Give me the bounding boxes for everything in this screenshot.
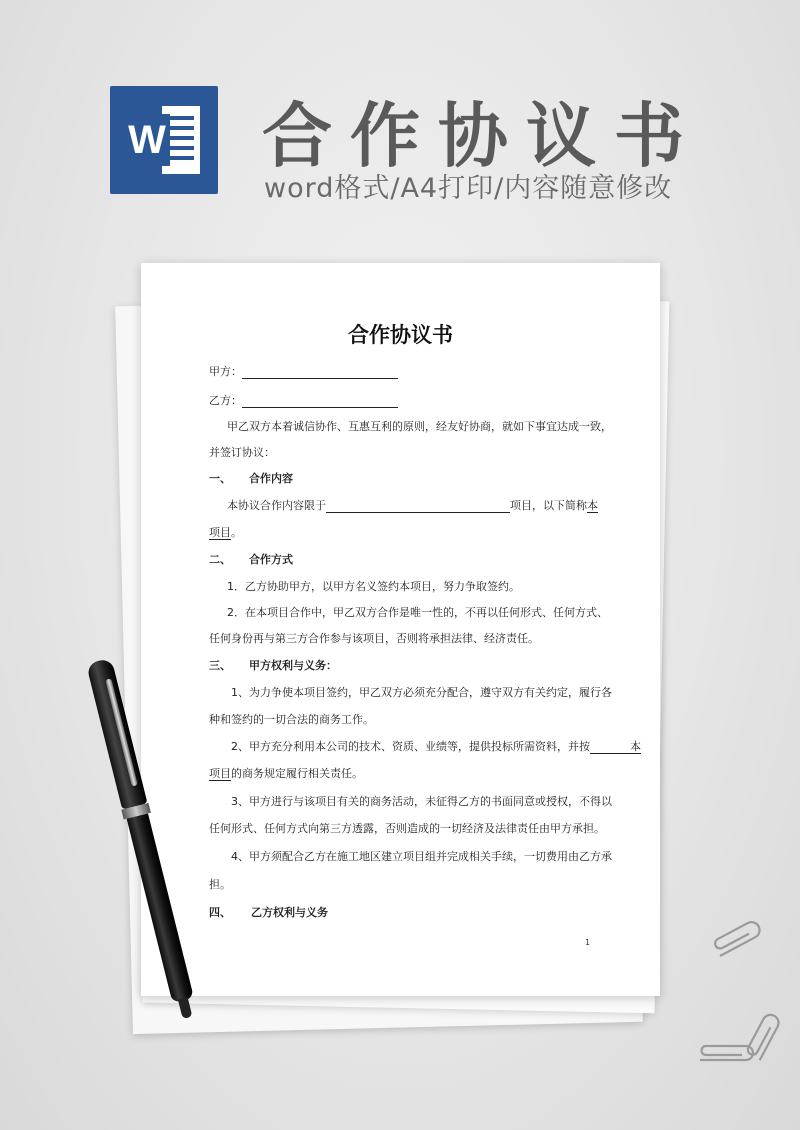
- document-page: [141, 263, 660, 996]
- party-b-blank[interactable]: [242, 397, 398, 408]
- section-3-item-4-line-1: 4、甲方须配合乙方在施工地区建立项目组并完成相关手续，一切费用由乙方承: [231, 850, 612, 863]
- section-3-item-2-project: 项目: [209, 767, 231, 780]
- pen-tip: [178, 997, 193, 1019]
- section-3-item-3-line-1: 3、甲方进行与该项目有关的商务活动，未征得乙方的书面同意或授权，不得以: [231, 795, 612, 808]
- party-a-blank[interactable]: [242, 368, 398, 379]
- section-3-item-3-line-2: 任何形式、任何方式向第三方透露，否则造成的一切经济及法律责任由甲方承担。: [209, 822, 605, 835]
- section-1-paragraph: [227, 499, 598, 513]
- section-1-text-end: 本: [587, 499, 598, 512]
- document-title: 合作协议书: [348, 323, 453, 347]
- section-3-heading: [209, 659, 337, 673]
- section-2-item-1: 1．乙方协助甲方，以甲方名义签约本项目，努力争取签约。: [227, 580, 520, 593]
- section-2-number: 二、: [209, 553, 231, 566]
- party-b-row: [209, 394, 398, 408]
- section-3-item-4-line-2: 担。: [209, 878, 231, 891]
- section-3-title: 甲方权利与义务：: [249, 659, 337, 672]
- section-4-title: 乙方权利与义务: [251, 906, 328, 919]
- section-3-item-2-text: 2、甲方充分利用本公司的技术、资质、业绩等，提供投标所需资料，并按: [231, 740, 590, 753]
- section-3-item-1-line-1: 1、为力争使本项目签约，甲乙双方必须充分配合，遵守双方有关约定，履行各: [231, 686, 612, 699]
- section-3-item-2-line-2: [209, 767, 363, 781]
- section-3-number: 三、: [209, 659, 231, 672]
- section-3-item-2-blank[interactable]: [590, 743, 630, 754]
- section-3-item-1-line-2: 种和签约的一切合法的商务工作。: [209, 713, 374, 726]
- section-3-item-2-rest: 的商务规定履行相关责任。: [231, 767, 363, 780]
- section-3-item-2-line-1: [231, 740, 641, 754]
- section-4-heading: [209, 906, 328, 920]
- section-2-title: 合作方式: [249, 553, 293, 566]
- party-a-row: [209, 365, 398, 379]
- word-logo-letter: W: [124, 114, 170, 166]
- party-a-label: 甲方：: [209, 365, 242, 378]
- paperclip-icon: [706, 916, 768, 962]
- section-1-heading: [209, 472, 293, 486]
- section-1-text-pre: 本协议合作内容限于: [227, 499, 326, 512]
- intro-line-2: 并签订协议：: [209, 446, 275, 459]
- page-number: 1: [585, 938, 591, 947]
- section-1-text-line2-end: 。: [231, 526, 242, 539]
- section-1-number: 一、: [209, 472, 231, 485]
- project-name-blank[interactable]: [326, 502, 510, 513]
- intro-line-1: 甲乙双方本着诚信协作、互惠互利的原则，经友好协商，就如下事宜达成一致，: [227, 420, 612, 433]
- banner-subtitle: word格式/A4打印/内容随意修改: [264, 173, 673, 204]
- party-b-label: 乙方：: [209, 394, 242, 407]
- section-3-item-2-end: 本: [630, 740, 641, 753]
- section-1-paragraph-2: [209, 526, 242, 540]
- word-logo-icon: [110, 86, 218, 194]
- section-1-text-mid: 项目，以下简称: [510, 499, 587, 512]
- paperclip-icon-3: [694, 1040, 760, 1070]
- section-2-heading: [209, 553, 293, 567]
- banner-title: 合作协议书: [262, 95, 702, 177]
- section-1-text-line2: 项目: [209, 526, 231, 539]
- section-1-title: 合作内容: [249, 472, 293, 485]
- section-2-item-2-line-2: 任何身份再与第三方合作参与该项目，否则将承担法律、经济责任。: [209, 632, 539, 645]
- section-2-item-2-line-1: 2．在本项目合作中，甲乙双方合作是唯一性的，不再以任何形式、任何方式、: [227, 606, 608, 619]
- section-4-number: 四、: [209, 906, 231, 919]
